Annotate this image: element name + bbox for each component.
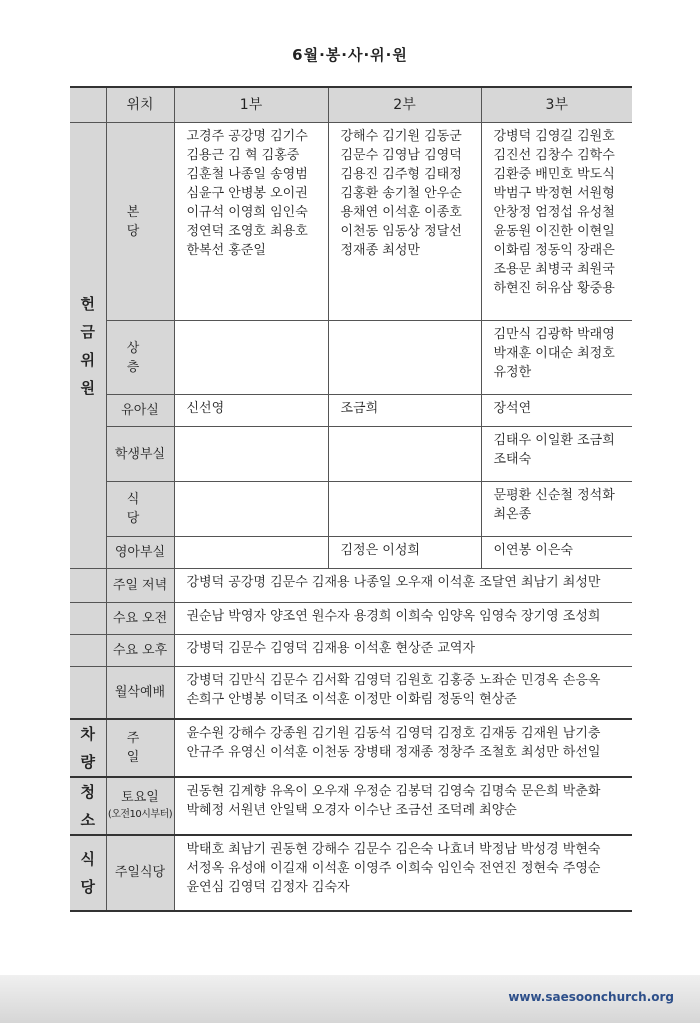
cell-wed-am: 권순남 박영자 양조연 원수자 용경희 이희숙 임양옥 임영숙 장기영 조성희 [174,603,632,635]
cell-nursery-p2: 조금희 [328,395,481,427]
section-blank [70,603,106,635]
section-blank [70,635,106,667]
section-cafeteria: 식 당 [70,835,106,911]
cell-car-sunday: 윤수원 강해수 강종원 김기원 김동석 김영덕 김정호 김재동 김재원 남기충 안규주 유영신 이석훈 이천동 장병태 정재종 정창주 조철호 최성만 하선일 [174,719,632,777]
section-offering-committee: 헌 금 위 원 [70,123,106,569]
row-label-car-sunday: 주 일 [106,719,174,777]
section-cleaning: 청 소 [70,777,106,835]
row-label-wed-pm: 수요 오후 [106,635,174,667]
cell-upper-p2 [328,321,481,395]
table-row [70,537,632,569]
table-row [70,427,632,482]
cell-student-p2 [328,427,481,482]
cell-dining-p2 [328,482,481,537]
table-row [70,603,632,635]
table-row [70,777,632,835]
row-label-sunday-evening: 주일 저녁 [106,569,174,603]
website-link[interactable]: www.saesoonchurch.org [508,990,674,1004]
cell-clean-saturday: 권동현 김계향 유옥이 오우재 우정순 김봉덕 김영숙 김명숙 문은희 박춘화 박혜정 서원년 안일택 오경자 이수난 조금선 조덕례 최양순 [174,777,632,835]
cell-student-p3: 김태우 이일환 조금희 조태숙 [481,427,632,482]
header-corner [70,87,106,123]
cell-main-hall-p2: 강해수 김기원 김동군 김문수 김영남 김영덕 김용진 김주형 김태정 김홍환 송기철 안우순 용채연 이석훈 이종호 이천동 임동상 정달선 정재종 최성만 [328,123,481,321]
header-position: 위치 [106,87,174,123]
table-row [70,482,632,537]
table-row [70,719,632,777]
cell-nursery-p3: 장석연 [481,395,632,427]
table-row [70,321,632,395]
row-label-main-hall: 본 당 [106,123,174,321]
table-row [70,667,632,719]
table-row [70,123,632,321]
row-label-student-room: 학생부실 [106,427,174,482]
cell-meal-sunday: 박태호 최남기 권동현 강해수 김문수 김은숙 나효녀 박정남 박성경 박현숙 서정옥 유성애 이길재 이석훈 이영주 이희숙 임인숙 전연진 정현숙 주영순 윤연심 김영덕 김정자 김숙자 [174,835,632,911]
row-label-monthly: 월삭예배 [106,667,174,719]
cell-main-hall-p3: 강병덕 김영길 김원호 김진선 김창수 김학수 김환중 배민호 박도식 박범구 박정현 서원형 안창정 엄정섭 유성철 윤동원 이진한 이현일 이화림 정동익 장래은 조용문 최병국 최원국 하현진 허유삼 황중용 [481,123,632,321]
header-part1: 1부 [174,87,328,123]
row-label-nursery: 유아실 [106,395,174,427]
row-label-clean-saturday [106,777,174,835]
row-label-wed-am: 수요 오전 [106,603,174,635]
cell-student-p1 [174,427,328,482]
table-row [70,395,632,427]
table-row [70,635,632,667]
header-part3: 3부 [481,87,632,123]
cell-main-hall-p1: 고경주 공강명 김기수 김용근 김 혁 김홍중 김훈철 나종일 송영범 심윤구 안병봉 오이권 이규석 이영희 임인숙 정연덕 조영호 최용호 한복선 홍준일 [174,123,328,321]
row-label-upper-floor: 상 층 [106,321,174,395]
cell-monthly: 강병덕 김만식 김문수 김서확 김영덕 김원호 김홍중 노좌순 민경옥 손응옥 손희구 안병봉 이덕조 이석훈 이정만 이화림 정동익 현상준 [174,667,632,719]
cell-infant-p2: 김정은 이성희 [328,537,481,569]
page-title: 6월·봉·사·위·원 [292,46,408,64]
table-row [70,835,632,911]
section-blank [70,667,106,719]
section-blank [70,569,106,603]
volunteer-table [70,86,632,912]
cell-upper-p3: 김만식 김광학 박래영 박재훈 이대순 최정호 유정한 [481,321,632,395]
row-label-dining: 식 당 [106,482,174,537]
cell-wed-pm: 강병덕 김문수 김영덕 김재용 이석훈 현상준 교역자 [174,635,632,667]
table-row [70,569,632,603]
table-header-row [70,87,632,123]
section-vehicle: 차 량 [70,719,106,777]
clean-saturday-time: (오전10시부터) [107,809,173,820]
cell-dining-p3: 문평환 신순철 정석화 최온종 [481,482,632,537]
header-part2: 2부 [328,87,481,123]
row-label-meal-sunday: 주일식당 [106,835,174,911]
clean-saturday-label: 토요일 [121,790,159,805]
row-label-infant-room: 영아부실 [106,537,174,569]
cell-infant-p1 [174,537,328,569]
cell-dining-p1 [174,482,328,537]
cell-sunday-evening: 강병덕 공강명 김문수 김재용 나종일 오우재 이석훈 조달연 최남기 최성만 [174,569,632,603]
cell-infant-p3: 이연봉 이은숙 [481,537,632,569]
cell-upper-p1 [174,321,328,395]
cell-nursery-p1: 신선영 [174,395,328,427]
